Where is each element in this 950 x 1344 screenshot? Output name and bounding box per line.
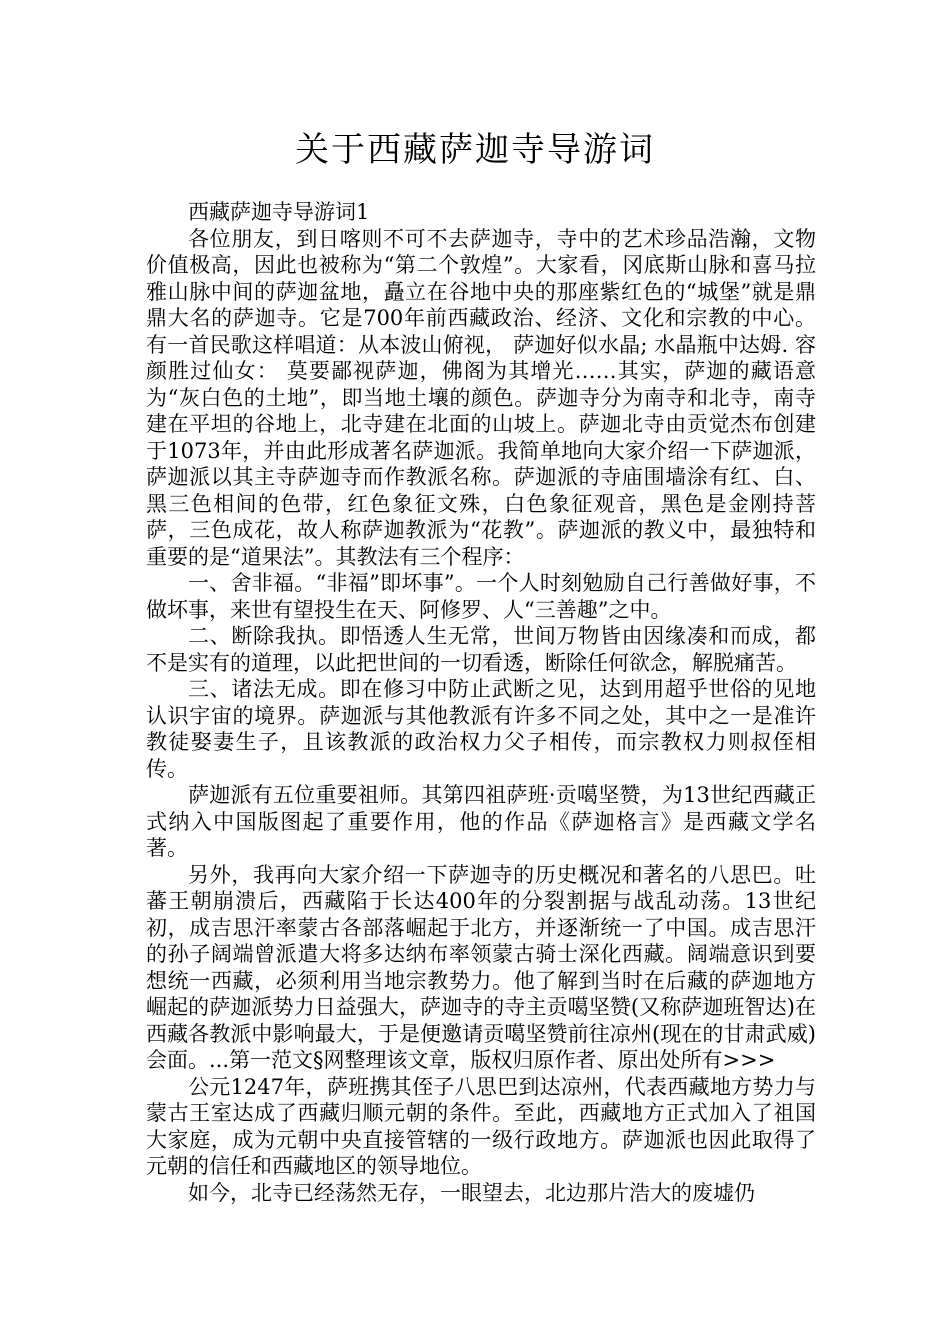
paragraph: 另外，我再向大家介绍一下萨迦寺的历史概况和著名的八思巴。吐蕃王朝崩溃后，西藏陷于长达400年的分裂割据与战乱动荡。13世纪初，成吉思汗率蒙古各部落崛起于北方，并逐渐统一了中国。成吉思汗的孙子阔端曾派遣大将多达纳布率领蒙古骑士深化西藏。阔端意识到要想统一西藏，必须利用当地宗教势力。他了解到当时在后藏的萨迦地方崛起的萨迦派势力日益强大，萨迦寺的寺主贡噶坚赞(又称萨迦班智达)在西藏各教派中影响最大，于是便邀请贡噶坚赞前往凉州(现在的甘肃武威)会面。...第一范文§网整理该文章，版权归原作者、原出处所有>>> xyxy=(146,862,816,1072)
paragraph: 公元1247年，萨班携其侄子八思巴到达凉州，代表西藏地方势力与蒙古王室达成了西藏归顺元朝的条件。至此，西藏地方正式加入了祖国大家庭，成为元朝中央直接管辖的一级行政地方。萨迦派也因此取得了元朝的信任和西藏地区的领导地位。 xyxy=(146,1074,816,1178)
paragraph: 一、舍非福。“非福”即坏事”。一个人时刻勉励自己行善做好事，不做坏事，来世有望投生在天、阿修罗、人“三善趣”之中。 xyxy=(146,571,816,622)
paragraph: 二、断除我执。即悟透人生无常，世间万物皆由因缘凑和而成，都不是实有的道理，以此把世间的一切看透，断除任何欲念，解脱痛苦。 xyxy=(146,624,816,675)
document-title: 关于西藏萨迦寺导游词 xyxy=(295,130,655,170)
paragraph: 萨迦派有五位重要祖师。其第四祖萨班·贡噶坚赞，为13世纪西藏正式纳入中国版图起了重要作用，他的作品《萨迦格言》是西藏文学名著。 xyxy=(146,783,816,860)
document-body xyxy=(146,199,816,1206)
paragraph: 三、诸法无成。即在修习中防止武断之见，达到用超乎世俗的见地认识宇宙的境界。萨迦派与其他教派有许多不同之处，其中之一是准许教徒娶妻生子，且该教派的政治权力父子相传，而宗教权力则叔侄相传。 xyxy=(146,677,816,781)
paragraph: 如今，北寺已经荡然无存，一眼望去，北边那片浩大的废墟仍 xyxy=(188,1180,755,1205)
section-heading: 西藏萨迦寺导游词1 xyxy=(188,200,370,224)
paragraph: 各位朋友，到日喀则不可不去萨迦寺，寺中的艺术珍品浩瀚，文物价值极高，因此也被称为“第二个敦煌”。大家看，冈底斯山脉和喜马拉雅山脉中间的萨迦盆地，矗立在谷地中央的那座紫红色的“城堡”就是鼎鼎大名的萨迦寺。它是700年前西藏政治、经济、文化和宗教的中心。有一首民歌这样唱道：从本波山俯视， 萨迦好似水晶; 水晶瓶中达姆. 容颜胜过仙女： 莫要鄙视萨迦，佛阁为其增光……其实，萨迦的藏语意为“灰白色的土地”，即当地土壤的颜色。萨迦寺分为南寺和北寺，南寺建在平坦的谷地上，北寺建在北面的山坡上。萨迦北寺由贡觉杰布创建于1073年，并由此形成著名萨迦派。我简单地向大家介绍一下萨迦派，萨迦派以其主寺萨迦寺而作教派名称。萨迦派的寺庙围墙涂有红、白、黑三色相间的色带，红色象征文殊，白色象征观音，黑色是金刚持菩萨，三色成花，故人称萨迦教派为“花教”。萨迦派的教义中，最独特和重要的是“道果法”。其教法有三个程序： xyxy=(146,226,816,569)
